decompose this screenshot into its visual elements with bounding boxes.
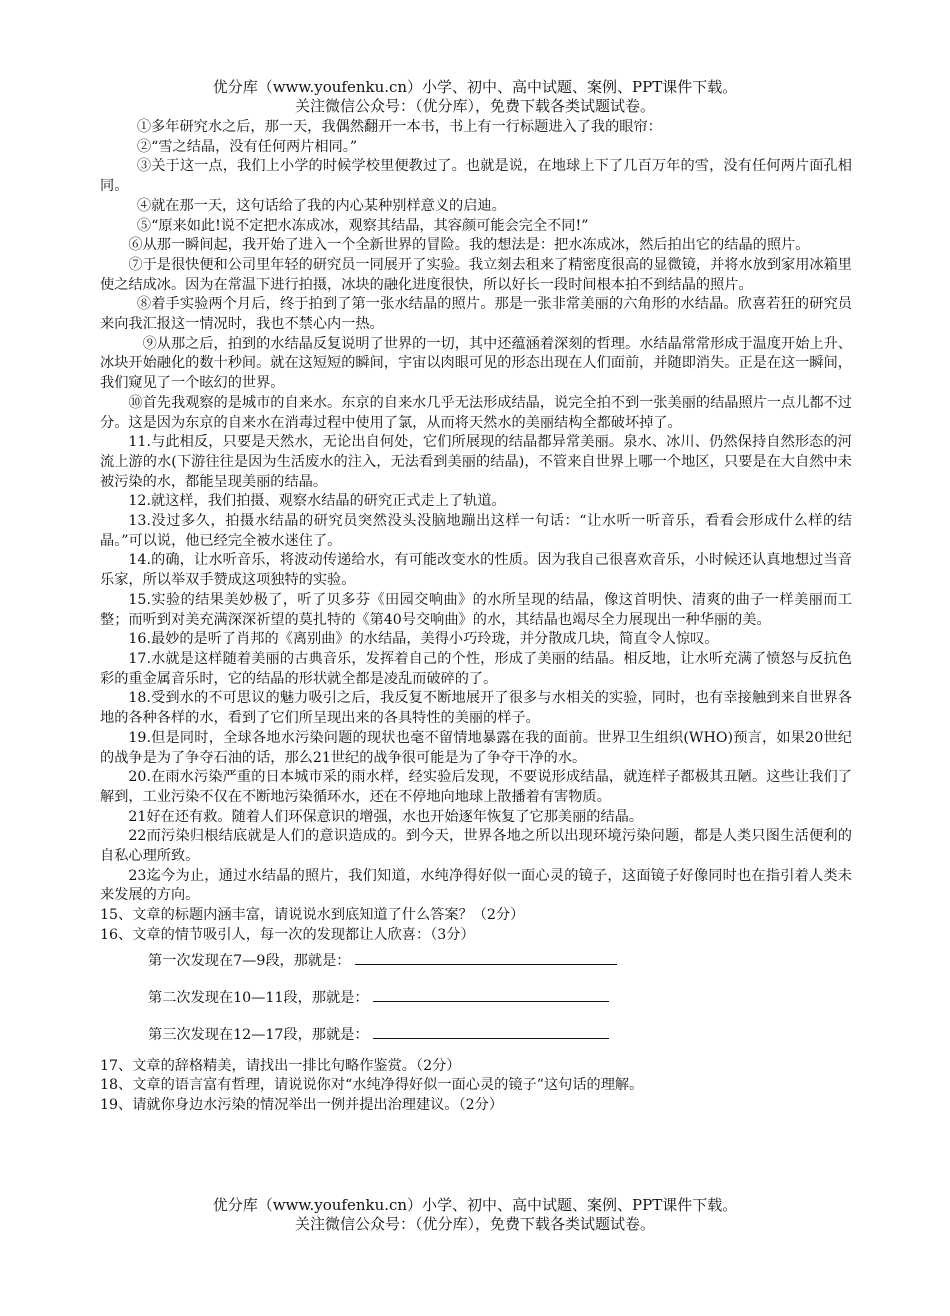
paragraph-6: ⑥从那一瞬间起，我开始了进入一个全新世界的冒险。我的想法是：把水冻成冰，然后拍出它的结晶的照片。 bbox=[128, 237, 810, 254]
paragraph-14: 14.的确，让水听音乐，将波动传递给水，有可能改变水的性质。因为我自己很喜欢音乐，小时候还认真地想过当音乐家，所以举双手赞成这项独特的实验。 bbox=[100, 552, 852, 589]
fill-label-1: 第一次发现在7—9段，那就是： bbox=[148, 952, 351, 969]
paragraph-18: 18.受到水的不可思议的魅力吸引之后，我反复不断地展开了很多与水相关的实验，同时，也有幸接触到来自世界各地的各种各样的水，看到了它们所呈现出来的各具特性的美丽的样子。 bbox=[100, 690, 852, 727]
paragraph-2: ②“雪之结晶，没有任何两片相同。” bbox=[136, 138, 358, 155]
fill-label-2: 第二次发现在10—11段，那就是： bbox=[148, 989, 369, 1006]
paragraph-16: 16.最妙的是听了肖邦的《离别曲》的水结晶，美得小巧玲珑，并分散成几块，简直令人惊叹。 bbox=[128, 631, 719, 648]
question-15: 15、文章的标题内涵丰富，请说说水到底知道了什么答案？（2分） bbox=[100, 907, 525, 924]
paragraph-11: 11.与此相反，只要是天然水，无论出自何处，它们所展现的结晶都异常美丽。泉水、冰川、仍然保持自然形态的河流上游的水(下游往往是因为生活废水的注入，无法看到美丽的结晶)，不管来自世界上哪一个地区，只要是在大自然中未被污染的水，都能呈现美丽的结晶。 bbox=[100, 434, 852, 490]
question-16-fill-1 bbox=[100, 946, 852, 983]
paragraph-13: 13.没过多久，拍摄水结晶的研究员突然没头没脑地蹦出这样一句话：“让水听一听音乐，看看会形成什么样的结晶。”可以说，他已经完全被水迷住了。 bbox=[100, 513, 852, 549]
answer-blank-2[interactable] bbox=[373, 1000, 609, 1002]
question-16-fill-3 bbox=[100, 1020, 852, 1057]
paragraph-21: 21好在还有救。随着人们环保意识的增强，水也开始逐年恢复了它那美丽的结晶。 bbox=[128, 808, 644, 825]
answer-blank-1[interactable] bbox=[355, 963, 617, 965]
paragraph-5: ⑤“原来如此!说不定把水冻成冰，观察其结晶，其容颜可能会完全不同!” bbox=[136, 217, 589, 234]
paragraph-15: 15.实验的结果美妙极了，听了贝多芬《田园交响曲》的水所呈现的结晶，像这首明快、清爽的曲子一样美丽而工整；而听到对美充满深深祈望的莫扎特的《第40号交响曲》的水，其结晶也竭尽全力展现出一种华丽的美。 bbox=[100, 591, 852, 628]
answer-blank-3[interactable] bbox=[373, 1037, 609, 1039]
question-16: 16、文章的情节吸引人，每一次的发现都让人欣喜：（3分） bbox=[100, 926, 475, 943]
fill-label-3: 第三次发现在12—17段，那就是： bbox=[148, 1026, 369, 1043]
paragraph-7: ⑦于是很快便和公司里年轻的研究员一同展开了实验。我立刻去租来了精密度很高的显微镜，并将水放到家用冰箱里使之结成冰。因为在常温下进行拍摄，冰块的融化进度很快，所以好长一段时间根本拍不到结晶的照片。 bbox=[100, 256, 852, 293]
page-header bbox=[0, 78, 950, 116]
paragraph-1: ①多年研究水之后，那一天，我偶然翻开一本书，书上有一行标题进入了我的眼帘： bbox=[136, 119, 662, 135]
header-line-1: 优分库（www.youfenku.cn）小学、初中、高中试题、案例、PPT课件下载。 bbox=[212, 78, 738, 96]
page-footer bbox=[0, 1196, 950, 1234]
header-line-2: 关注微信公众号：（优分库），免费下载各类试题试卷。 bbox=[294, 97, 655, 115]
paragraph-9: ⑨从那之后，拍到的水结晶反复说明了世界的一切，其中还蕴涵着深刻的哲理。水结晶常常形成于温度开始上升、冰块开始融化的数十秒间。就在这短短的瞬间，宇宙以肉眼可见的形态出现在人们面前，并随即消失。正是在这一瞬间，我们窥见了一个眩幻的世界。 bbox=[100, 335, 852, 392]
paragraph-19: 19.但是同时，全球各地水污染问题的现状也毫不留情地暴露在我的面前。世界卫生组织(WHO)预言，如果20世纪的战争是为了争夺石油的话，那么21世纪的战争很可能是为了争夺干净的水。 bbox=[100, 729, 852, 766]
footer-line-2: 关注微信公众号：（优分库），免费下载各类试题试卷。 bbox=[294, 1215, 655, 1233]
question-19: 19、请就你身边水污染的情况举出一例并提出治理建议。（2分） bbox=[100, 1096, 504, 1113]
paragraph-3: ③关于这一点，我们上小学的时候学校里便教过了。也就是说，在地球上下了几百万年的雪，没有任何两片面孔相同。 bbox=[100, 158, 852, 195]
paragraph-8: ⑧着手实验两个月后，终于拍到了第一张水结晶的照片。那是一张非常美丽的六角形的水结晶。欣喜若狂的研究员来向我汇报这一情况时，我也不禁心内一热。 bbox=[100, 296, 852, 333]
paragraph-4: ④就在那一天，这句话给了我的内心某种别样意义的启迪。 bbox=[136, 197, 506, 214]
paragraph-20: 20.在雨水污染严重的日本城市采的雨水样，经实验后发现，不要说形成结晶，就连样子都极其丑陋。这些让我们了解到，工业污染不仅在不断地污染循环水，还在不停地向地球上散播着有害物质。 bbox=[100, 769, 852, 805]
paragraph-23: 23迄今为止，通过水结晶的照片，我们知道，水纯净得好似一面心灵的镜子，这面镜子好像同时也在指引着人类未来发展的方向。 bbox=[100, 867, 852, 904]
question-17: 17、文章的辞格精美，请找出一排比句略作鉴赏。（2分） bbox=[100, 1057, 461, 1074]
paragraph-17: 17.水就是这样随着美丽的古典音乐，发挥着自己的个性，形成了美丽的结晶。相反地，让水听充满了愤怒与反抗色彩的重金属音乐时，它的结晶的形状就全都是凌乱而破碎的了。 bbox=[100, 650, 852, 687]
footer-line-1: 优分库（www.youfenku.cn）小学、初中、高中试题、案例、PPT课件下载。 bbox=[212, 1196, 738, 1214]
question-16-fill-2 bbox=[100, 983, 852, 1020]
paragraph-22: 22而污染归根结底就是人们的意识造成的。到今天，世界各地之所以出现环境污染问题，都是人类只图生活便利的自私心理所致。 bbox=[100, 828, 852, 865]
paragraph-12: 12.就这样，我们拍摄、观察水结晶的研究正式走上了轨道。 bbox=[128, 493, 506, 510]
paragraph-10: ⑩首先我观察的是城市的自来水。东京的自来水几乎无法形成结晶，说完全拍不到一张美丽的结晶照片一点儿都不过分。这是因为东京的自来水在消毒过程中使用了氯，从而将天然水的美丽结构全都破坏掉了。 bbox=[100, 394, 852, 431]
question-18: 18、文章的语言富有哲理，请说说你对“水纯净得好似一面心灵的镜子”这句话的理解。 bbox=[100, 1077, 644, 1094]
reading-passage bbox=[100, 118, 852, 1116]
